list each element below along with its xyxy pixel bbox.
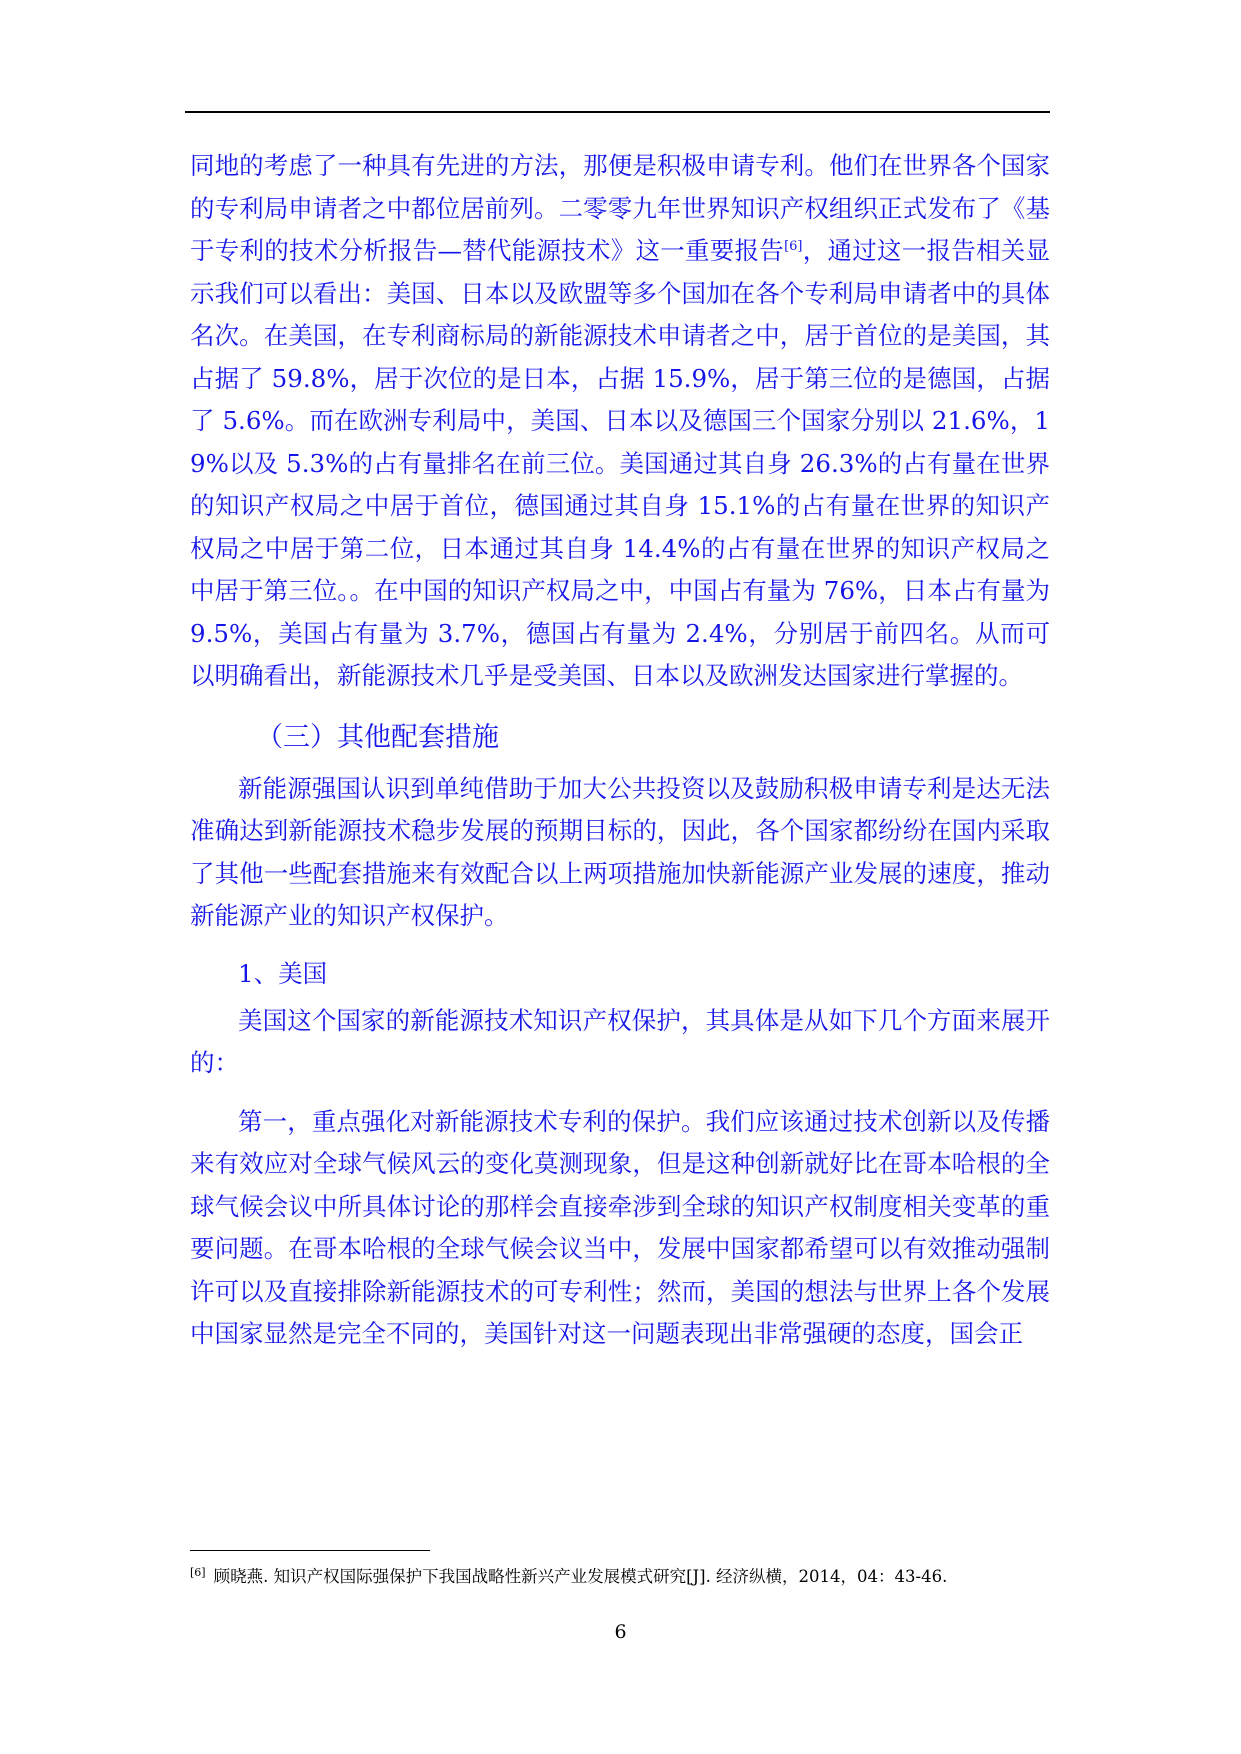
page-body xyxy=(190,145,1050,1356)
paragraph-1-text: 同地的考虑了一种具有先进的方法，那便是积极申请专利。他们在世界各个国家的专利局申请者之中都位居前列。二零零九年世界知识产权组织正式发布了《基于专利的技术分析报告—替代能源技术》这一重要报告 xyxy=(190,151,1050,265)
footnote-mark: [6] xyxy=(190,1565,206,1579)
paragraph-1-continued: ，通过这一报告相关显示我们可以看出：美国、日本以及欧盟等多个国加在各个专利局申请者中的具体名次。在美国，在专利商标局的新能源技术申请者之中，居于首位的是美国，其占据了 59.8%，居于次位的是日本，占据 15.9%，居于第三位的是德国，占据了 5.6%。而在欧洲专利局中，美国、日本以及德国三个国家分别以 21.6%，19%以及 5.3%的占有量排名在前三位。美国通过其自身 26.3%的占有量在世界的知识产权局之中居于首位，德国通过其自身 15.1%的占有量在世界的知识产权局之中居于第二位，日本通过其自身 14.4%的占有量在世界的知识产权局之中居于第三位。。在中国的知识产权局之中，中国占有量为 76%，日本占有量为 9.5%，美国占有量为 3.7%，德国占有量为 2.4%，分别居于前四名。从而可以明确看出，新能源技术几乎是受美国、日本以及欧洲发达国家进行掌握的。 xyxy=(190,236,1051,690)
body-paragraph-3: 美国这个国家的新能源技术知识产权保护，其具体是从如下几个方面来展开的： xyxy=(190,1005,1050,1077)
page-number: 6 xyxy=(614,1621,627,1643)
citation-ref-6[interactable]: [6] xyxy=(784,238,803,254)
body-paragraph-1 xyxy=(190,145,1050,698)
subheading-usa: 1、美国 xyxy=(238,958,328,988)
header-rule xyxy=(185,111,1050,113)
footnote xyxy=(190,1566,1050,1588)
body-paragraph-2: 新能源强国认识到单纯借助于加大公共投资以及鼓励积极申请专利是达无法准确达到新能源技术稳步发展的预期目标的，因此，各个国家都纷纷在国内采取了其他一些配套措施来有效配合以上两项措施加快新能源产业发展的速度，推动新能源产业的知识产权保护。 xyxy=(190,773,1050,930)
body-paragraph-4: 第一，重点强化对新能源技术专利的保护。我们应该通过技术创新以及传播来有效应对全球气候风云的变化莫测现象，但是这种创新就好比在哥本哈根的全球气候会议中所具体讨论的那样会直接牵涉到全球的知识产权制度相关变革的重要问题。在哥本哈根的全球气候会议当中，发展中国家都希望可以有效推动强制许可以及直接排除新能源技术的可专利性；然而，美国的想法与世界上各个发展中国家显然是完全不同的，美国针对这一问题表现出非常强硬的态度，国会正 xyxy=(190,1106,1050,1348)
footnote-rule xyxy=(190,1550,430,1551)
section-heading-other-measures: （三）其他配套措施 xyxy=(256,721,499,753)
footnote-text: 顾晓燕. 知识产权国际强保护下我国战略性新兴产业发展模式研究[J]. 经济纵横，2014，04：43-46. xyxy=(213,1567,948,1586)
